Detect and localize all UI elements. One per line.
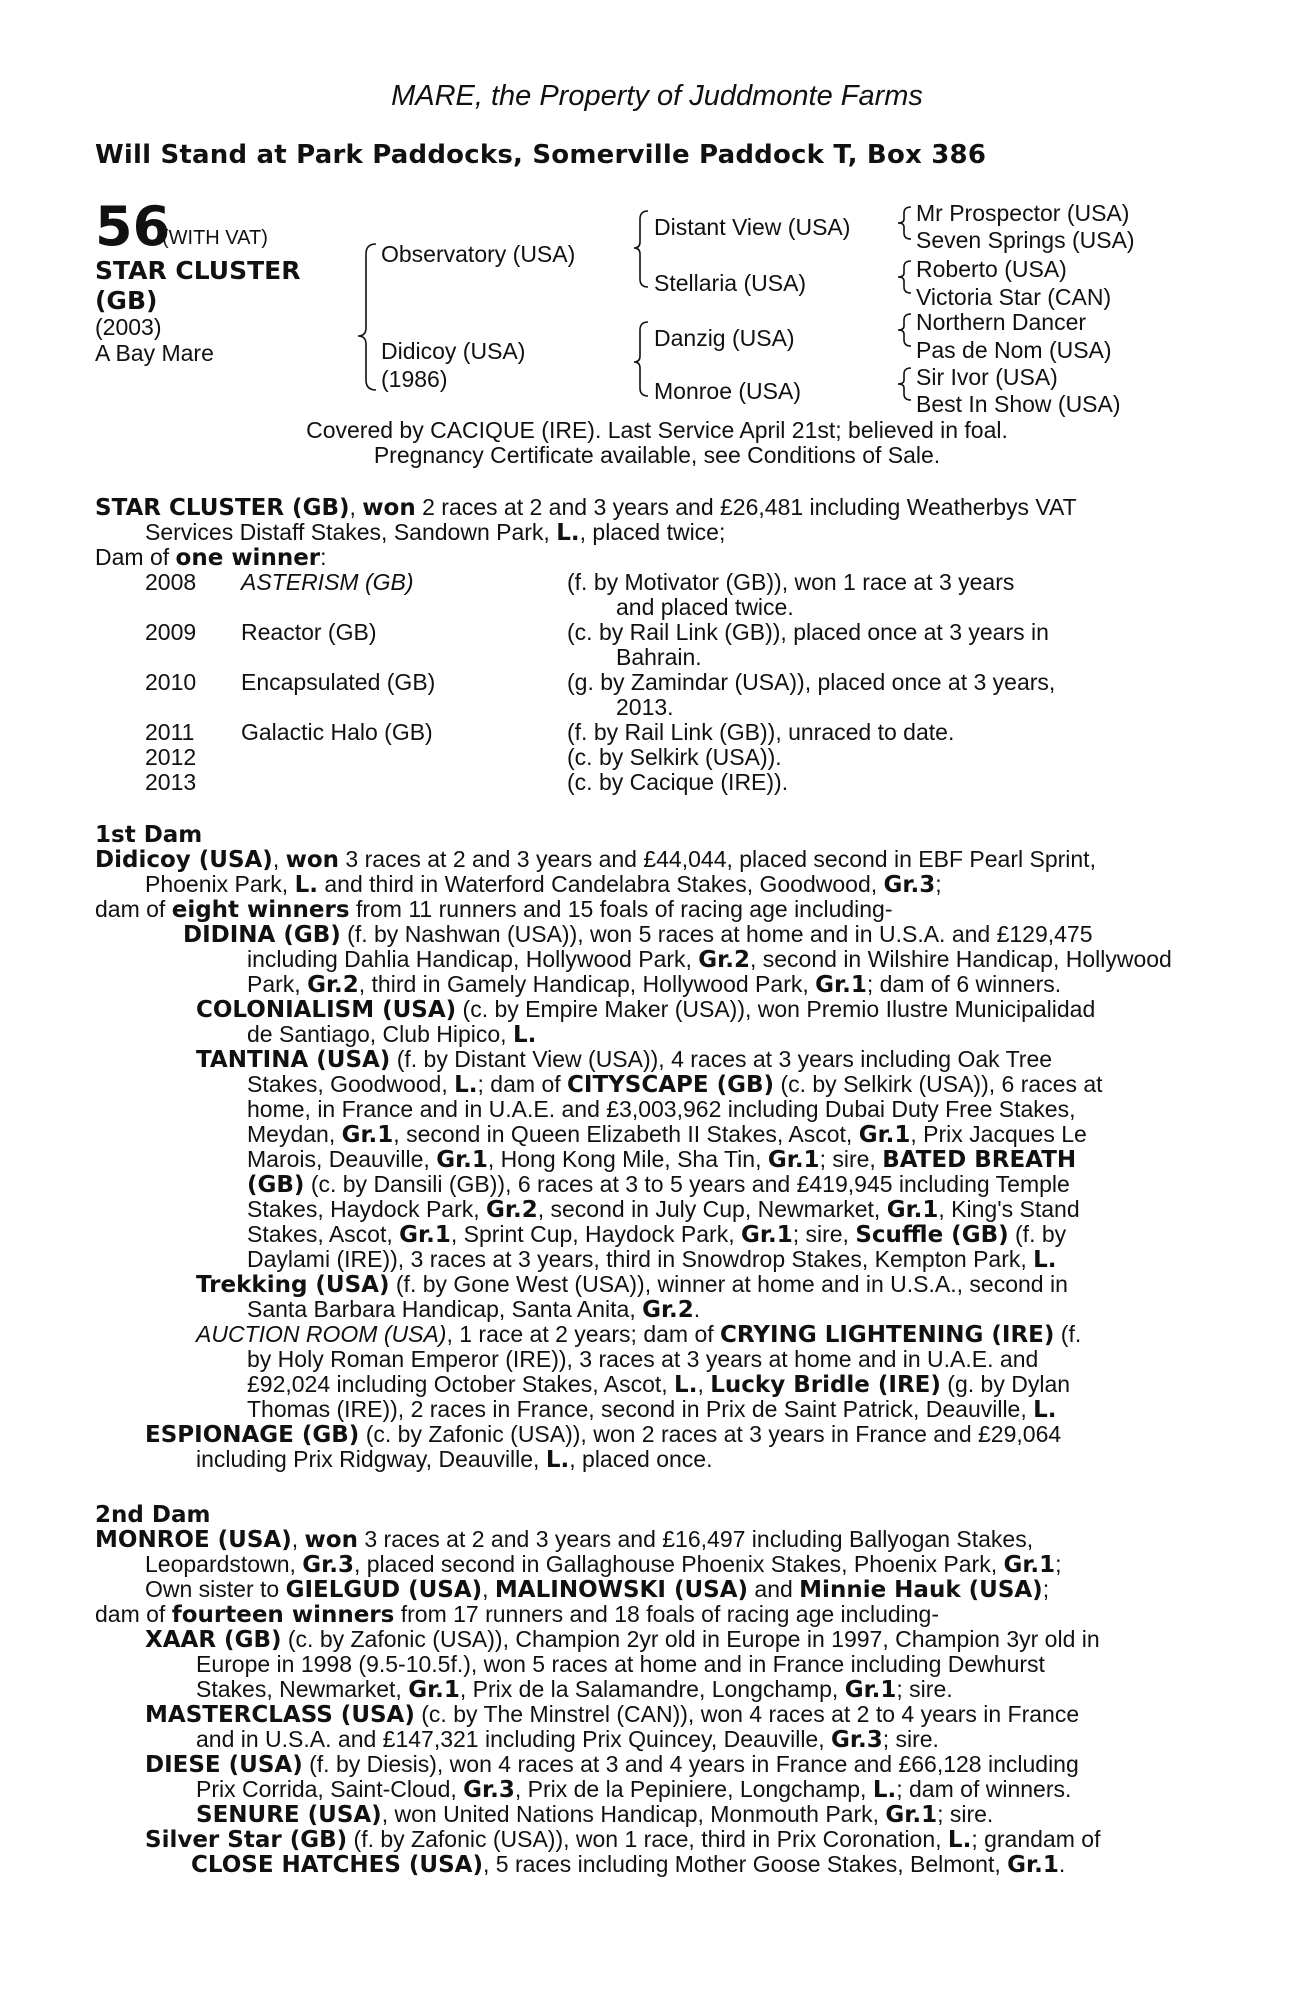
record-line: MASTERCLASS (USA) (c. by The Minstrel (CAN)), won 4 races at 2 to 4 years in France: [145, 1701, 1080, 1728]
produce-details: Bahrain.: [616, 644, 702, 670]
produce-details: 2013.: [616, 694, 674, 720]
record-line: Daylami (IRE)), 3 races at 3 years, third in Snowdrop Stakes, Kempton Park, L.: [247, 1246, 1057, 1273]
lot-year: (2003): [95, 314, 162, 340]
produce-name: ASTERISM (GB): [241, 569, 414, 595]
record-line: Thomas (IRE)), 2 races in France, second in Prix de Saint Patrick, Deauville, L.: [247, 1396, 1057, 1423]
produce-year: 2010: [145, 669, 197, 695]
pedigree-g6: Pas de Nom (USA): [916, 337, 1112, 363]
record-line: Park, Gr.2, third in Gamely Handicap, Hollywood Park, Gr.1; dam of 6 winners.: [247, 971, 1062, 998]
record-line: Meydan, Gr.1, second in Queen Elizabeth II Stakes, Ascot, Gr.1, Prix Jacques Le: [247, 1121, 1087, 1148]
record-line: Stakes, Haydock Park, Gr.2, second in July Cup, Newmarket, Gr.1, King's Stand: [247, 1196, 1080, 1223]
record-line: COLONIALISM (USA) (c. by Empire Maker (USA)), won Premio Ilustre Municipalidad: [196, 996, 1096, 1023]
produce-year: 2011: [145, 719, 195, 745]
pedigree-g4: Victoria Star (CAN): [916, 284, 1112, 310]
pedigree-sire: Observatory (USA): [381, 241, 576, 267]
record-line: DIDINA (GB) (f. by Nashwan (USA)), won 5 races at home and in U.S.A. and £129,475: [183, 921, 1093, 948]
record-line: MONROE (USA), won 3 races at 2 and 3 years and £16,497 including Ballyogan Stakes,: [95, 1526, 1034, 1553]
pedigree-dam-dam: Monroe (USA): [654, 378, 801, 404]
produce-year: 2012: [145, 744, 197, 770]
pedigree-dam-sire: Danzig (USA): [654, 325, 795, 351]
record-line: and in U.S.A. and £147,321 including Prix Quincey, Deauville, Gr.3; sire.: [196, 1726, 939, 1753]
lot-name: STAR CLUSTER (GB): [95, 256, 301, 315]
record-line: Phoenix Park, L. and third in Waterford Candelabra Stakes, Goodwood, Gr.3;: [145, 871, 942, 898]
first-dam-heading: 1st Dam: [95, 822, 203, 848]
record-line: DIESE (USA) (f. by Diesis), won 4 races at 3 and 4 years in France and £66,128 including: [145, 1751, 1079, 1778]
mare-record-line: Dam of one winner:: [95, 544, 327, 571]
record-line: Silver Star (GB) (f. by Zafonic (USA)), won 1 race, third in Prix Coronation, L.; grandam of: [145, 1826, 1101, 1853]
mare-record-line: Services Distaff Stakes, Sandown Park, L., placed twice;: [145, 519, 726, 546]
produce-year: 2013: [145, 769, 197, 795]
lot-number: 56: [95, 195, 171, 258]
produce-details: (c. by Cacique (IRE)).: [567, 769, 789, 795]
produce-details: (f. by Rail Link (GB)), unraced to date.: [567, 719, 955, 745]
record-line: Trekking (USA) (f. by Gone West (USA)), winner at home and in U.S.A., second in: [196, 1271, 1068, 1298]
pedigree-g1: Mr Prospector (USA): [916, 200, 1130, 226]
produce-details: and placed twice.: [616, 594, 794, 620]
produce-details: (c. by Selkirk (USA)).: [567, 744, 782, 770]
record-line: Leopardstown, Gr.3, placed second in Gallaghouse Phoenix Stakes, Phoenix Park, Gr.1;: [145, 1551, 1062, 1578]
pedigree-dam-year: (1986): [381, 366, 448, 392]
produce-details: (f. by Motivator (GB)), won 1 race at 3 years: [567, 569, 1015, 595]
pedigree-g2: Seven Springs (USA): [916, 227, 1135, 253]
pedigree-sire-sire: Distant View (USA): [654, 214, 851, 240]
produce-details: (c. by Rail Link (GB)), placed once at 3 years in: [567, 619, 1049, 645]
produce-name: Reactor (GB): [241, 619, 377, 645]
produce-year: 2009: [145, 619, 197, 645]
stand-location: Will Stand at Park Paddocks, Somerville Paddock T, Box 386: [95, 140, 987, 170]
pedigree-g8: Best In Show (USA): [916, 391, 1121, 417]
record-line: £92,024 including October Stakes, Ascot, L., Lucky Bridle (IRE) (g. by Dylan: [247, 1371, 1071, 1398]
record-line: CLOSE HATCHES (USA), 5 races including Mother Goose Stakes, Belmont, Gr.1.: [191, 1851, 1066, 1878]
record-line: Stakes, Ascot, Gr.1, Sprint Cup, Haydock Park, Gr.1; sire, Scuffle (GB) (f. by: [247, 1221, 1067, 1248]
record-line: dam of fourteen winners from 17 runners and 18 foals of racing age including-: [95, 1601, 939, 1628]
record-line: including Dahlia Handicap, Hollywood Park, Gr.2, second in Wilshire Handicap, Hollywood: [247, 946, 1172, 973]
page-title: MARE, the Property of Juddmonte Farms: [391, 80, 923, 112]
second-dam-heading: 2nd Dam: [95, 1502, 211, 1528]
record-line: Europe in 1998 (9.5-10.5f.), won 5 races at home and in France including Dewhurst: [196, 1651, 1045, 1677]
produce-details: (g. by Zamindar (USA)), placed once at 3 years,: [567, 669, 1056, 695]
lot-description: A Bay Mare: [95, 340, 214, 366]
record-line: XAAR (GB) (c. by Zafonic (USA)), Champion 2yr old in Europe in 1997, Champion 3yr old in: [145, 1626, 1100, 1653]
record-line: AUCTION ROOM (USA), 1 race at 2 years; dam of CRYING LIGHTENING (IRE) (f.: [196, 1321, 1082, 1348]
record-line: by Holy Roman Emperor (IRE)), 3 races at 3 years at home and in U.A.E. and: [247, 1346, 1039, 1372]
covered-note: Covered by CACIQUE (IRE). Last Service April 21st; believed in foal.: [306, 417, 1008, 443]
pedigree-g7: Sir Ivor (USA): [916, 364, 1058, 390]
record-line: SENURE (USA), won United Nations Handicap, Monmouth Park, Gr.1; sire.: [196, 1801, 994, 1828]
record-line: Didicoy (USA), won 3 races at 2 and 3 years and £44,044, placed second in EBF Pearl Sprint,: [95, 846, 1096, 873]
pedigree-g5: Northern Dancer: [916, 309, 1087, 335]
record-line: Stakes, Goodwood, L.; dam of CITYSCAPE (GB) (c. by Selkirk (USA)), 6 races at: [247, 1071, 1103, 1098]
produce-year: 2008: [145, 569, 197, 595]
produce-name: Galactic Halo (GB): [241, 719, 433, 745]
record-line: de Santiago, Club Hipico, L.: [247, 1021, 537, 1048]
record-line: including Prix Ridgway, Deauville, L., placed once.: [196, 1446, 713, 1473]
pedigree-sire-dam: Stellaria (USA): [654, 270, 807, 296]
pedigree-dam: Didicoy (USA): [381, 338, 526, 364]
record-line: Prix Corrida, Saint-Cloud, Gr.3, Prix de la Pepiniere, Longchamp, L.; dam of winners.: [196, 1776, 1072, 1803]
record-line: Stakes, Newmarket, Gr.1, Prix de la Salamandre, Longchamp, Gr.1; sire.: [196, 1676, 953, 1703]
pedigree-g3: Roberto (USA): [916, 256, 1067, 282]
record-line: Own sister to GIELGUD (USA), MALINOWSKI (USA) and Minnie Hauk (USA);: [145, 1576, 1050, 1603]
record-line: TANTINA (USA) (f. by Distant View (USA)), 4 races at 3 years including Oak Tree: [196, 1046, 1053, 1073]
lot-vat: (WITH VAT): [162, 227, 268, 249]
mare-record-line: STAR CLUSTER (GB), won 2 races at 2 and 3 years and £26,481 including Weatherbys VAT: [95, 494, 1077, 521]
record-line: dam of eight winners from 11 runners and 15 foals of racing age including-: [95, 896, 893, 923]
pregnancy-note: Pregnancy Certificate available, see Conditions of Sale.: [373, 442, 941, 468]
record-line: home, in France and in U.A.E. and £3,003,962 including Dubai Duty Free Stakes,: [247, 1096, 1076, 1122]
mare-name: STAR CLUSTER (GB): [95, 495, 350, 521]
record-line: Marois, Deauville, Gr.1, Hong Kong Mile, Sha Tin, Gr.1; sire, BATED BREATH: [247, 1146, 1077, 1173]
produce-name: Encapsulated (GB): [241, 669, 436, 695]
record-line: ESPIONAGE (GB) (c. by Zafonic (USA)), won 2 races at 3 years in France and £29,064: [145, 1421, 1062, 1448]
record-line: (GB) (c. by Dansili (GB)), 6 races at 3 to 5 years and £419,945 including Temple: [247, 1171, 1070, 1198]
record-line: Santa Barbara Handicap, Santa Anita, Gr.2.: [247, 1296, 701, 1323]
